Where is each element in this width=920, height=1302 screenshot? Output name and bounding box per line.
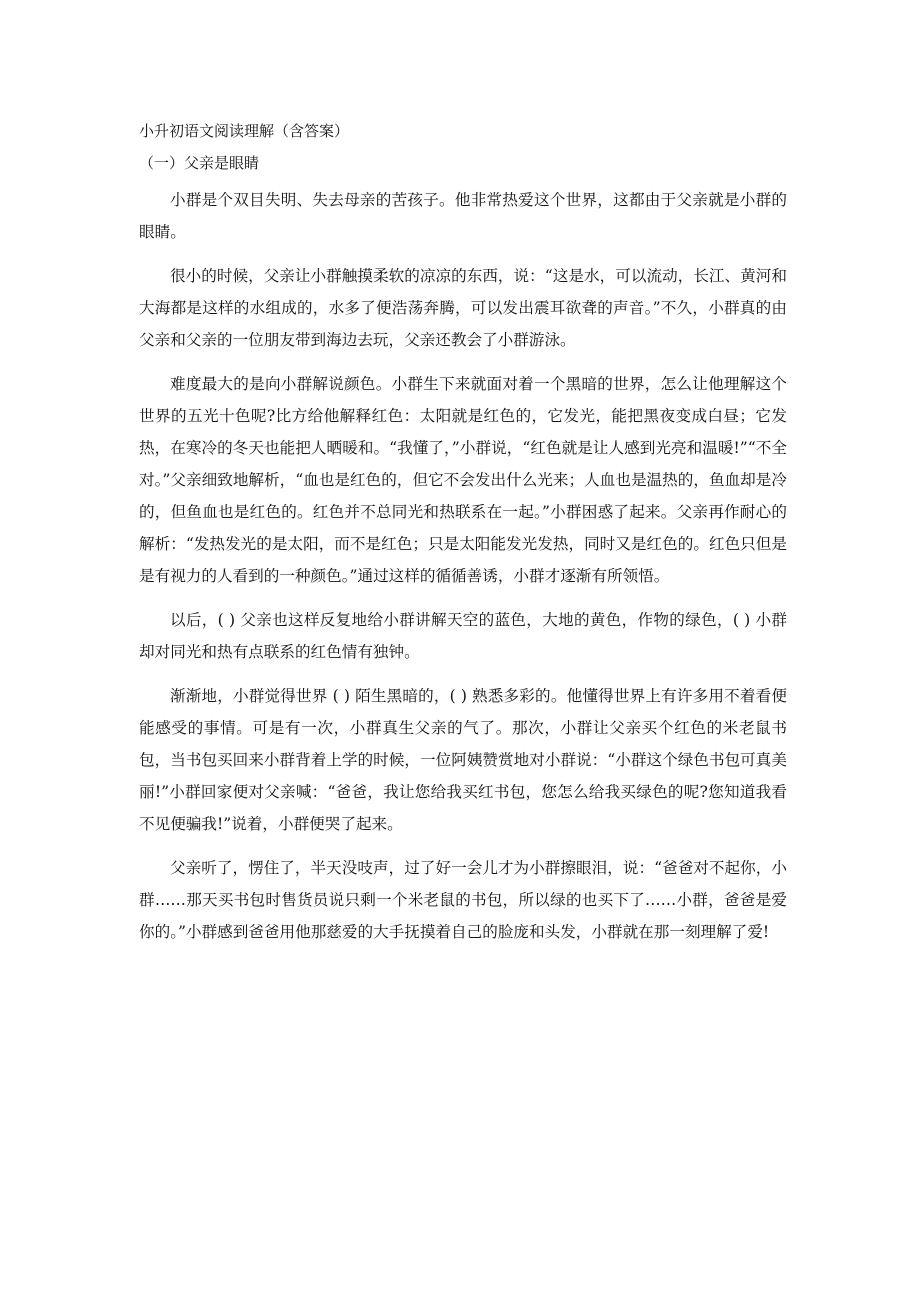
paragraph-3: 难度最大的是向小群解说颜色。小群生下来就面对着一个黑暗的世界，怎么让他理解这个世界的五光十色呢?比方给他解释红色：太阳就是红色的，它发光，能把黑夜变成白昼；它发热，在寒冷的冬天也能把人晒暖和。“我懂了，”小群说，“红色就是让人感到光亮和温暖!”“不全对。”父亲细致地解析，“血也是红色的，但它不会发出什么光来；人血也是温热的，鱼血却是冷的，但鱼血也是红色的。红色并不总同光和热联系在一起。”小群困惑了起来。父亲再作耐心的解析：“发热发光的是太阳，而不是红色；只是太阳能发光发热，同时又是红色的。红色只但是是有视力的人看到的一种颜色。”通过这样的循循善诱，小群才逐渐有所领悟。 — [139, 375, 787, 585]
paragraph-1: 小群是个双目失明、失去母亲的苦孩子。他非常热爱这个世界，这都由于父亲就是小群的眼睛。 — [139, 191, 787, 241]
paragraph-2: 很小的时候，父亲让小群触摸柔软的凉凉的东西，说：“这是水，可以流动，长江、黄河和大海都是这样的水组成的，水多了便浩荡奔腾，可以发出震耳欲聋的声音。”不久，小群真的由父亲和父亲的一位朋友带到海边去玩，父亲还教会了小群游泳。 — [139, 267, 787, 349]
paragraph-5: 渐渐地，小群觉得世界 ( ) 陌生黑暗的，( ) 熟悉多彩的。他懂得世界上有许多用不着看便能感受的事情。可是有一次，小群真生父亲的气了。那次，小群让父亲买个红色的米老鼠书包，当书包买回来小群背着上学的时候，一位阿姨赞赏地对小群说：“小群这个绿色书包可真美丽!”小群回家便对父亲喊：“爸爸，我让您给我买红书包，您怎么给我买绿色的呢?您知道我看不见便骗我!”说着，小群便哭了起来。 — [139, 687, 787, 833]
paragraph-6: 父亲听了，愣住了，半天没吱声，过了好一会儿才为小群擦眼泪，说：“爸爸对不起你，小群……那天买书包时售货员说只剩一个米老鼠的书包，所以绿的也买下了……小群，爸爸是爱你的。”小群感到爸爸用他那慈爱的大手抚摸着自己的脸庞和头发，小群就在那一刻理解了爱! — [139, 859, 787, 941]
document-title: 小升初语文阅读理解（含答案） — [139, 122, 350, 140]
paragraph-4: 以后，( ) 父亲也这样反复地给小群讲解天空的蓝色，大地的黄色，作物的绿色，( ) 小群却对同光和热有点联系的红色情有独钟。 — [139, 611, 787, 661]
document-page — [139, 118, 787, 960]
section-title: （一）父亲是眼睛 — [139, 154, 260, 172]
